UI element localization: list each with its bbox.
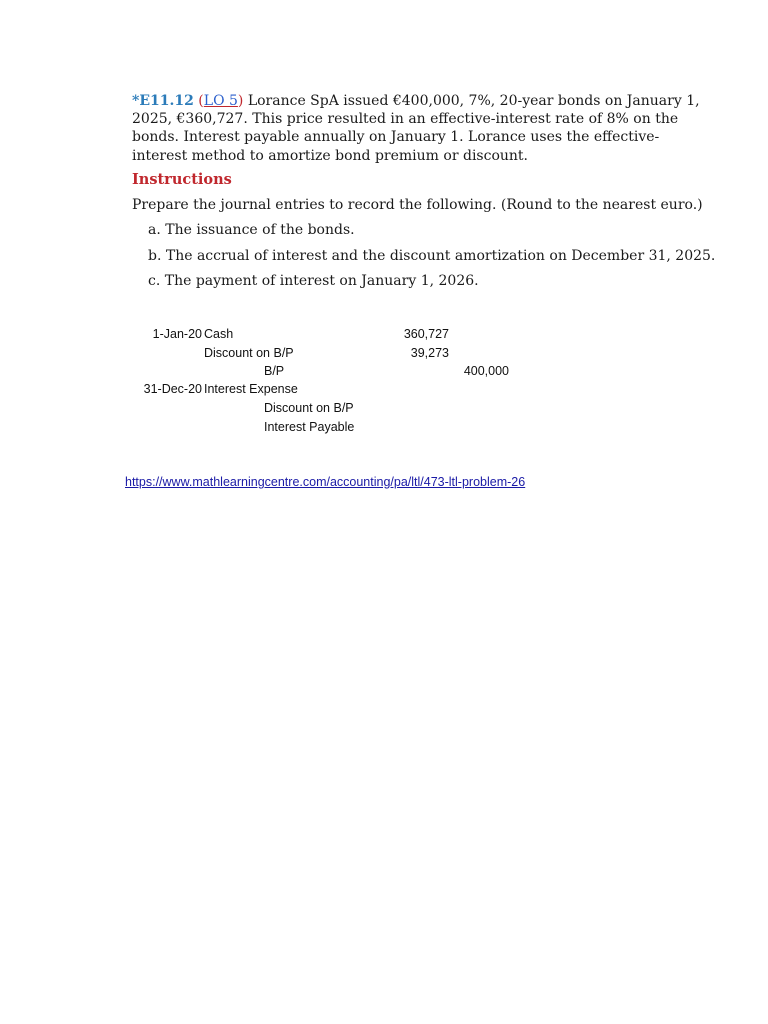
instructions-heading: Instructions xyxy=(132,171,232,188)
journal-row xyxy=(0,327,768,345)
journal-account: Interest Payable xyxy=(264,420,355,434)
journal-account: B/P xyxy=(264,364,285,378)
task-c: c. The payment of interest on January 1, 2026. xyxy=(148,273,479,289)
instructions-prompt: Prepare the journal entries to record the following. (Round to the nearest euro.) xyxy=(132,197,703,213)
journal-credit: 400,000 xyxy=(463,364,509,378)
journal-row xyxy=(0,346,768,364)
journal-account: Cash xyxy=(204,327,234,341)
task-b: b. The accrual of interest and the discount amortization on December 31, 2025. xyxy=(148,248,716,264)
journal-account: Discount on B/P xyxy=(264,401,354,415)
journal-date: 1-Jan-20 xyxy=(152,327,202,341)
learning-objective: (LO 5) xyxy=(198,93,244,109)
task-a: a. The issuance of the bonds. xyxy=(148,222,355,238)
source-link[interactable]: https://www.mathlearningcentre.com/accounting/pa/ltl/473-ltl-problem-26 xyxy=(125,475,526,489)
journal-account: Discount on B/P xyxy=(204,346,294,360)
journal-date: 31-Dec-20 xyxy=(143,382,202,396)
problem-text: Lorance SpA issued €400,000, 7%, 20-year bonds on January 1, 2025, €360,727. This price resulted in an effective-interest rate of 8% on the bonds. Interest payable annually on January 1. Lorance uses the effective-interest method to amortize bond premium or discount. xyxy=(132,93,700,164)
journal-row xyxy=(0,364,768,382)
exercise-number: *E11.12 xyxy=(132,93,194,109)
journal-debit: 39,273 xyxy=(410,346,449,360)
journal-row xyxy=(0,420,768,438)
journal-row xyxy=(0,401,768,419)
journal-debit: 360,727 xyxy=(403,327,449,341)
journal-row xyxy=(0,382,768,400)
journal-account: Interest Expense xyxy=(204,382,298,396)
learning-objective-link[interactable]: LO 5 xyxy=(203,93,238,109)
journal-entries xyxy=(0,327,768,447)
problem-statement xyxy=(132,92,712,165)
